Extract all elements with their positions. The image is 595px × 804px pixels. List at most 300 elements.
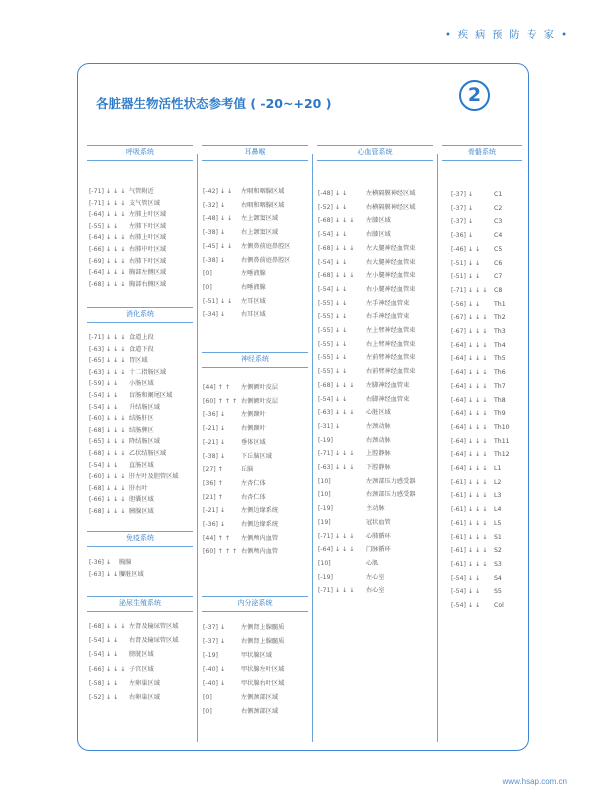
entry-label: 右膝区域 [366, 231, 391, 239]
entry-row [89, 569, 144, 581]
entry-row [203, 423, 266, 435]
entry-label: 左肾及输尿管区域 [129, 623, 179, 630]
column-divider [312, 154, 313, 742]
entry-label: C3 [494, 218, 503, 226]
section-header-immune: 免疫系统 [87, 531, 193, 547]
entry-row [318, 517, 391, 529]
entry-value: [-54] ↓ ↓ [451, 574, 481, 582]
entry-row [203, 437, 266, 449]
entry-label: 左颈动脉 [366, 422, 391, 430]
entry-row [89, 471, 179, 483]
entry-label: 下腔静脉 [366, 464, 391, 471]
entry-row [89, 355, 148, 367]
entry-row [451, 449, 510, 461]
entry-value: [0] [203, 283, 212, 291]
entry-label: 肝左叶及胆管区域 [129, 473, 179, 481]
entry-value: [-63] ↓ ↓ ↓ [318, 409, 355, 417]
entry-row [203, 309, 266, 321]
entry-value: [36] ↑ [203, 479, 223, 487]
entry-value: [-45] ↓ ↓ [203, 242, 233, 250]
entry-row [318, 503, 385, 515]
entry-row [89, 256, 167, 268]
entry-row [318, 585, 385, 597]
entry-label: Th8 [494, 396, 506, 404]
entry-label: 右肾及输尿管区域 [129, 637, 179, 645]
entry-label: 左上颌窦区域 [241, 215, 279, 223]
entry-label: S3 [494, 560, 502, 568]
entry-label: Th4 [494, 341, 506, 349]
entry-label: Th7 [494, 382, 506, 390]
entry-label: 上腔静脉 [366, 450, 391, 458]
entry-label: C1 [494, 191, 503, 198]
entry-row [89, 460, 154, 472]
section-header-nervous: 神经系统 [202, 352, 308, 368]
entry-row [203, 213, 279, 225]
entry-value: [-66] ↓ ↓ ↓ [89, 246, 126, 253]
entry-value: [-61] ↓ ↓ ↓ [451, 560, 488, 568]
entry-value: [-64] ↓ ↓ ↓ [451, 465, 488, 472]
entry-label: 左侧鼻前庭鼻腔区 [241, 242, 291, 250]
entry-row [318, 188, 416, 200]
entry-value: [60] ↑ ↑ ↑ [203, 548, 238, 556]
entry-label: 右颈动脉 [366, 436, 391, 444]
section-header-urogenital: 泌尿生殖系统 [87, 596, 193, 612]
entry-row [203, 650, 272, 662]
entry-value: [-48] ↓ ↓ [203, 215, 233, 223]
entry-row [318, 202, 416, 214]
entry-value: [-64] ↓ ↓ ↓ [451, 369, 488, 377]
entry-value: [10] [318, 491, 331, 499]
entry-label: 左肺上叶区域 [129, 211, 167, 219]
entry-value: [-48] ↓ ↓ [318, 190, 348, 197]
entry-row [318, 311, 410, 323]
entry-row [203, 451, 272, 463]
entry-row [318, 243, 416, 255]
entry-row [89, 186, 154, 198]
entry-value: [-71] ↓ ↓ ↓ [318, 450, 355, 458]
entry-value: [-19] [318, 436, 333, 444]
entry-label: 左侧颞叶 [241, 411, 266, 419]
entry-value: [-68] ↓ ↓ ↓ [89, 623, 126, 630]
entry-label: 冠状血管 [366, 518, 391, 526]
entry-label: 胰腺区域 [129, 508, 154, 515]
entry-label: 升结肠区域 [129, 403, 160, 411]
entry-label: 右杏仁体 [241, 493, 266, 501]
entry-row [451, 586, 502, 598]
entry-row [89, 649, 154, 661]
section-header-endocrine: 内分泌系统 [202, 596, 308, 612]
entry-label: 右肺下叶区域 [129, 257, 167, 265]
entry-value: [-63] ↓ ↓ ↓ [89, 345, 126, 353]
entry-value: [-56] ↓ ↓ [451, 300, 481, 308]
entry-value: [-61] ↓ ↓ ↓ [451, 478, 488, 486]
entry-value: [-55] ↓ ↓ [318, 340, 348, 348]
entry-row [451, 216, 503, 228]
entry-row [203, 478, 266, 490]
entry-value: [-54] ↓ ↓ [451, 602, 481, 609]
entry-label: 右侧额叶皮层 [241, 397, 279, 405]
entry-value: [-68] ↓ ↓ ↓ [89, 508, 126, 515]
entry-label: Th5 [494, 355, 506, 363]
entry-label: 心脏区域 [366, 409, 391, 417]
entry-label: 甲状腺左叶区域 [241, 666, 285, 673]
entry-label: 左前臂神经血管束 [366, 354, 416, 362]
entry-row [451, 422, 510, 434]
entry-row [318, 407, 391, 419]
entry-value: [-51] ↓ ↓ [203, 297, 233, 305]
entry-value: [-63] ↓ ↓ ↓ [89, 368, 126, 376]
entry-value: [-21] ↓ [203, 425, 226, 433]
entry-row [89, 436, 160, 448]
entry-row [89, 367, 167, 379]
entry-value: [-51] ↓ ↓ [451, 259, 481, 267]
entry-value: [-40] ↓ [203, 680, 226, 687]
entry-value: [-51] ↓ ↓ [451, 273, 481, 281]
entry-value: [-69] ↓ ↓ ↓ [89, 257, 126, 265]
entry-value: [-68] ↓ ↓ ↓ [89, 426, 126, 434]
entry-value: [-71] ↓ ↓ ↓ [451, 286, 488, 294]
entry-label: 结肠肝区 [129, 415, 154, 423]
entry-value: [-61] ↓ ↓ ↓ [451, 506, 488, 514]
entry-row [318, 380, 410, 392]
entry-label: 直肠区域 [129, 461, 154, 469]
entry-label: 盲肠和阑尾区域 [129, 392, 173, 399]
entry-row [89, 244, 167, 256]
entry-row [203, 636, 285, 648]
entry-label: L1 [494, 465, 502, 472]
entry-label: 左卵巢区域 [129, 679, 160, 687]
entry-row [203, 546, 279, 558]
entry-row [203, 396, 279, 408]
entry-row [451, 326, 506, 338]
entry-value: [-61] ↓ ↓ ↓ [451, 547, 488, 555]
entry-row [318, 257, 416, 269]
entry-label: 左侧肾上腺髓质 [241, 624, 285, 631]
entry-row [451, 504, 502, 516]
entry-row [451, 436, 510, 448]
entry-label: C8 [494, 286, 503, 294]
entry-row [203, 492, 266, 504]
entry-value: [-64] ↓ ↓ ↓ [89, 269, 126, 277]
entry-row [318, 531, 391, 543]
entry-row [89, 344, 154, 356]
entry-label: 左侧边缘系统 [241, 507, 279, 515]
entry-label: 胸腺 [119, 559, 132, 566]
entry-value: [-67] ↓ ↓ ↓ [451, 328, 488, 335]
entry-row [203, 200, 285, 212]
entry-value: [-68] ↓ ↓ ↓ [89, 484, 126, 492]
entry-label: 膀胱区域 [129, 651, 154, 659]
entry-label: Th1 [494, 300, 506, 308]
entry-row [203, 282, 266, 294]
entry-label: Th2 [494, 314, 506, 322]
entry-label: 右唾液腺 [241, 283, 266, 291]
entry-label: 降结肠区域 [129, 438, 160, 446]
entry-row [203, 519, 279, 531]
entry-row [318, 352, 416, 364]
entry-row [451, 244, 503, 256]
entry-value: [-61] ↓ ↓ ↓ [451, 519, 488, 527]
entry-row [89, 557, 132, 569]
entry-label: L4 [494, 506, 502, 514]
entry-value: [-54] ↓ ↓ [318, 395, 348, 403]
entry-label: 右卵巢区域 [129, 694, 160, 701]
entry-row [451, 573, 502, 585]
entry-row [203, 505, 279, 517]
entry-value: [-37] ↓ [451, 191, 474, 198]
entry-row [318, 448, 391, 460]
entry-row [318, 270, 416, 282]
entry-value: [-64] ↓ ↓ ↓ [451, 423, 488, 431]
entry-row [89, 402, 160, 414]
entry-value: [-68] ↓ ↓ ↓ [318, 272, 355, 280]
entry-label: 右前臂神经血管束 [366, 368, 416, 376]
entry-value: [60] ↑ ↑ ↑ [203, 397, 238, 405]
entry-row [318, 544, 391, 556]
entry-row [203, 464, 254, 476]
entry-value: [-58] ↓ ↓ [89, 679, 119, 687]
entry-value: [-64] ↓ ↓ ↓ [318, 546, 355, 554]
entry-row [451, 299, 506, 311]
entry-value: [19] [318, 518, 331, 526]
entry-value: [-63] ↓ ↓ ↓ [318, 464, 355, 471]
entry-label: 左唾液腺 [241, 270, 266, 278]
entry-value: [-60] ↓ ↓ ↓ [89, 415, 126, 423]
entry-row [318, 298, 410, 310]
entry-row [451, 600, 504, 612]
entry-value: [-64] ↓ ↓ ↓ [451, 437, 488, 445]
entry-row [203, 382, 279, 394]
entry-row [89, 425, 154, 437]
entry-value: [-52] ↓ ↓ [318, 203, 348, 211]
entry-value: [0] [203, 708, 212, 715]
entry-label: 胆囊区域 [129, 496, 154, 504]
entry-label: 右小腿神经血管束 [366, 285, 416, 293]
entry-label: 胸部左侧区域 [129, 269, 167, 277]
entry-label: L3 [494, 492, 502, 500]
entry-row [451, 532, 502, 544]
entry-row [203, 296, 266, 308]
entry-label: 右心室 [366, 587, 385, 595]
brand-slogan: • 疾 病 预 防 专 家 • [444, 30, 569, 41]
entry-value: [-65] ↓ ↓ ↓ [89, 357, 126, 365]
entry-row [89, 390, 173, 402]
entry-value: [-54] ↓ ↓ [89, 403, 119, 411]
entry-label: 右侧边缘系统 [241, 521, 279, 528]
entry-label: 子宫区域 [129, 665, 154, 673]
entry-label: Th9 [494, 410, 506, 418]
entry-row [318, 489, 416, 501]
entry-value: [-55] ↓ ↓ [318, 354, 348, 362]
entry-label: 心肺循环 [366, 532, 391, 540]
entry-value: [-54] ↓ ↓ [89, 392, 119, 399]
entry-value: [-68] ↓ ↓ ↓ [89, 450, 126, 457]
entry-row [318, 462, 391, 474]
entry-label: 甲状腺区域 [241, 652, 272, 659]
entry-label: 左手神经血管束 [366, 299, 410, 307]
entry-row [451, 408, 506, 420]
entry-label: 右侧鼻前庭鼻腔区 [241, 256, 291, 264]
entry-row [451, 559, 502, 571]
entry-row [89, 198, 160, 210]
entry-value: [-59] ↓ ↓ [89, 380, 119, 388]
entry-label: 左咽和咽腺区域 [241, 188, 285, 195]
entry-value: [-71] ↓ ↓ ↓ [89, 188, 126, 195]
entry-label: 左小腿神经血管束 [366, 272, 416, 280]
entry-label: 十二指肠区域 [129, 368, 167, 376]
entry-value: [-64] ↓ ↓ ↓ [451, 341, 488, 349]
entry-row [203, 533, 279, 545]
entry-row [89, 692, 160, 704]
entry-row [451, 545, 502, 557]
entry-label: 食道上段 [129, 334, 154, 341]
entry-row [451, 189, 503, 201]
entry-row [451, 353, 506, 365]
entry-value: [-54] ↓ ↓ [318, 258, 348, 266]
entry-row [89, 232, 167, 244]
entry-row [89, 483, 148, 495]
entry-row [89, 332, 154, 344]
entry-value: [-64] ↓ ↓ ↓ [89, 211, 126, 219]
entry-row [89, 413, 154, 425]
entry-row [89, 664, 154, 676]
entry-value: [-71] ↓ ↓ ↓ [318, 587, 355, 595]
entry-label: 右上臂神经血管束 [366, 340, 416, 348]
entry-value: [-55] ↓ ↓ [318, 299, 348, 307]
entry-value: [-36] ↓ [451, 232, 474, 240]
column-divider [437, 154, 438, 742]
entry-row [318, 572, 385, 584]
column-divider [197, 154, 198, 742]
entry-value: [-64] ↓ ↓ ↓ [451, 451, 488, 459]
entry-label: 左肺下叶区域 [129, 222, 167, 230]
entry-value: [-68] ↓ ↓ ↓ [89, 280, 126, 288]
entry-row [89, 506, 154, 518]
entry-row [451, 490, 502, 502]
entry-value: [-54] ↓ ↓ [89, 651, 119, 659]
entry-value: [-54] ↓ ↓ [89, 461, 119, 469]
entry-value: [10] [318, 477, 331, 485]
entry-label: Th11 [494, 437, 510, 445]
entry-row [318, 435, 391, 447]
entry-row [89, 494, 154, 506]
entry-row [318, 284, 416, 296]
entry-value: [-42] ↓ ↓ [203, 188, 233, 195]
entry-row [203, 706, 279, 718]
entry-label: 食道下段 [129, 345, 154, 353]
entry-label: S5 [494, 588, 502, 596]
entry-label: 垂体区域 [241, 438, 266, 446]
entry-row [451, 340, 506, 352]
entry-value: [-64] ↓ ↓ ↓ [451, 355, 488, 363]
entry-label: 乙状结肠区域 [129, 450, 167, 457]
entry-value: [-19] [318, 505, 333, 513]
entry-value: [-34] ↓ [203, 311, 226, 319]
entry-label: 左颈部压力感受器 [366, 477, 416, 485]
entry-label: S1 [494, 533, 502, 541]
entry-value: [-68] ↓ ↓ ↓ [318, 244, 355, 252]
entry-label: Th12 [494, 451, 510, 459]
entry-value: [-37] ↓ [451, 218, 474, 226]
entry-row [451, 203, 503, 215]
entry-value: [-36] ↓ [203, 521, 226, 528]
entry-value: [10] [318, 559, 331, 567]
entry-value: [-32] ↓ [203, 201, 226, 209]
entry-row [451, 463, 502, 475]
entry-value: [-19] [318, 573, 333, 581]
entry-row [203, 241, 291, 253]
entry-label: 左横隔膜神经区域 [366, 190, 416, 197]
entry-row [203, 268, 266, 280]
entry-row [451, 381, 506, 393]
entry-label: 左心室 [366, 573, 385, 581]
entry-label: 甲状腺右叶区域 [241, 680, 285, 687]
entry-row [318, 325, 416, 337]
entry-value: [-21] ↓ [203, 438, 226, 446]
section-header-skeletal: 骨骼系统 [442, 145, 522, 161]
entry-label: 脾脏区域 [119, 570, 144, 578]
entry-label: 心肌 [366, 559, 379, 567]
entry-label: 下丘脑区域 [241, 452, 272, 460]
entry-row [451, 230, 503, 242]
entry-value: [-68] ↓ ↓ ↓ [318, 217, 355, 225]
entry-value: [-68] ↓ ↓ ↓ [318, 381, 355, 389]
entry-label: 左脚神经血管束 [366, 381, 410, 389]
entry-value: [-64] ↓ ↓ ↓ [451, 382, 488, 390]
entry-value: [-37] ↓ [203, 638, 226, 645]
entry-row [203, 622, 285, 634]
entry-row [318, 229, 391, 241]
entry-row [318, 476, 416, 488]
entry-value: [-37] ↓ [451, 204, 474, 212]
entry-value: [-65] ↓ ↓ ↓ [89, 438, 126, 446]
entry-row [203, 255, 291, 267]
entry-row [451, 395, 506, 407]
entry-label: 胸部右侧区域 [129, 280, 167, 288]
entry-value: [-40] ↓ [203, 666, 226, 673]
entry-label: Th6 [494, 369, 506, 377]
entry-row [318, 366, 416, 378]
entry-label: 小肠区域 [129, 380, 154, 388]
entry-row [451, 285, 503, 297]
entry-label: 右侧肾上腺髓质 [241, 638, 285, 645]
entry-row [318, 558, 379, 570]
entry-label: 左大腿神经血管束 [366, 244, 416, 252]
entry-label: 右肺上叶区域 [129, 234, 167, 242]
entry-label: 丘脑 [241, 466, 254, 474]
entry-value: [-54] ↓ ↓ [451, 588, 481, 596]
entry-label: L2 [494, 478, 502, 486]
entry-value: [-64] ↓ ↓ ↓ [451, 410, 488, 418]
entry-row [89, 267, 167, 279]
entry-row [203, 678, 285, 690]
entry-value: [-54] ↓ ↓ [318, 231, 348, 239]
entry-value: [-36] ↓ [203, 411, 226, 419]
entry-value: [-52] ↓ ↓ [89, 694, 119, 701]
entry-value: [-64] ↓ ↓ ↓ [451, 396, 488, 404]
entry-row [318, 215, 391, 227]
entry-label: 右脚神经血管束 [366, 395, 410, 403]
entry-label: 右横隔膜神经区域 [366, 203, 416, 211]
entry-row [203, 409, 266, 421]
entry-label: 主动脉 [366, 505, 385, 513]
entry-value: [-38] ↓ [203, 229, 226, 237]
entry-row [451, 258, 503, 270]
entry-value: [44] ↑ ↑ [203, 384, 231, 391]
entry-label: 门脉循环 [366, 546, 391, 554]
entry-value: [0] [203, 270, 212, 278]
entry-row [89, 209, 167, 221]
